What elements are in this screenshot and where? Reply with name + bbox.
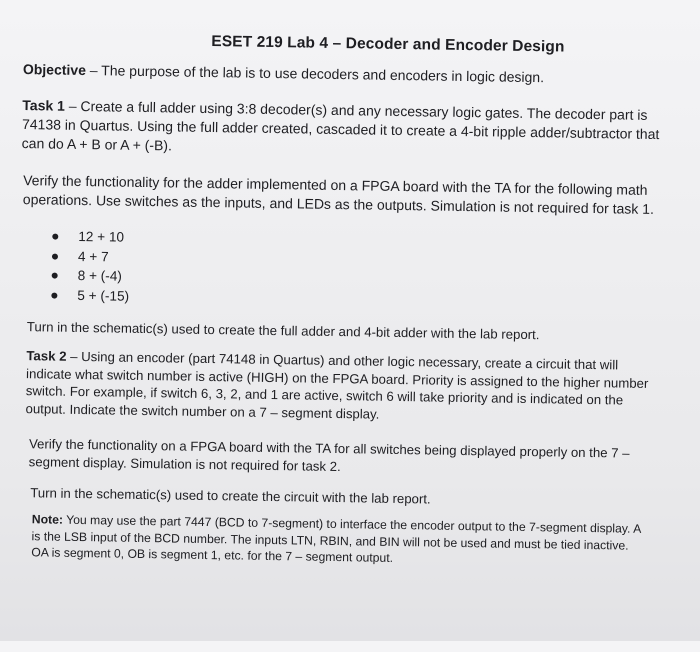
turn-in-task2: Turn in the schematic(s) used to create the circuit with the lab report. [30, 485, 431, 507]
task1-label: Task 1 [22, 97, 66, 114]
turn-in-task1: Turn in the schematic(s) used to create the full adder and 4-bit adder with the lab report. [26, 319, 540, 343]
page-title: ESET 219 Lab 4 – Decoder and Encoder Design [211, 33, 565, 56]
task2-paragraph [25, 347, 666, 427]
task1-paragraph [22, 96, 685, 163]
verify1-paragraph: Verify the functionality for the adder implemented on a FPGA board with the TA for the following math operations. Use switches as the inputs, and LEDs as the outputs. Simulation is not required for task 1. [22, 172, 655, 217]
objective-text: – The purpose of the lab is to use decoders and encoders in logic design. [85, 62, 545, 86]
objective-paragraph [23, 60, 683, 89]
list-item: 12 + 10 [52, 227, 352, 251]
task2-text: – Using an encoder (part 74148 in Quartus) and other logic necessary, create a circuit that will indicate what switch number is active (HIGH) on the FPGA board. Priority is assigned to the higher number switch. For example, if switch 6, 3, 2, and 1 are active, switch 6 will take priority and is indicated on the output. Indicate the switch number on a 7 – segment display. [25, 348, 649, 422]
note-label: Note: [31, 512, 64, 527]
note-text: You may use the part 7447 (BCD to 7-segment) to interface the encoder output to the 7-segment display. A is the LSB input of the BCD number. The inputs LTN, RBIN, and BIN will not be used and must be tied inactive. OA is segment 0, OB is segment 1, etc. for the 7 – segment output. [31, 512, 641, 565]
note-paragraph [31, 511, 644, 570]
objective-label: Objective [22, 61, 87, 79]
list-item: 5 + (-15) [51, 285, 351, 309]
verify2-paragraph: Verify the functionality on a FPGA board with the TA for all switches being displayed properly on the 7 – segment display. Simulation is not required for task 2. [28, 436, 630, 474]
task1-text: – Create a full adder using 3:8 decoder(s) and any necessary logic gates. The decoder part is 74138 in Quartus. Using the full adder created, cascaded it to create a 4-bit ripple adder/subtractor that can do A + B or A + (-B). [21, 97, 660, 154]
operations-list [51, 227, 352, 310]
list-item: 4 + 7 [52, 246, 352, 270]
task2-label: Task 2 [26, 348, 67, 364]
list-item: 8 + (-4) [52, 266, 352, 290]
